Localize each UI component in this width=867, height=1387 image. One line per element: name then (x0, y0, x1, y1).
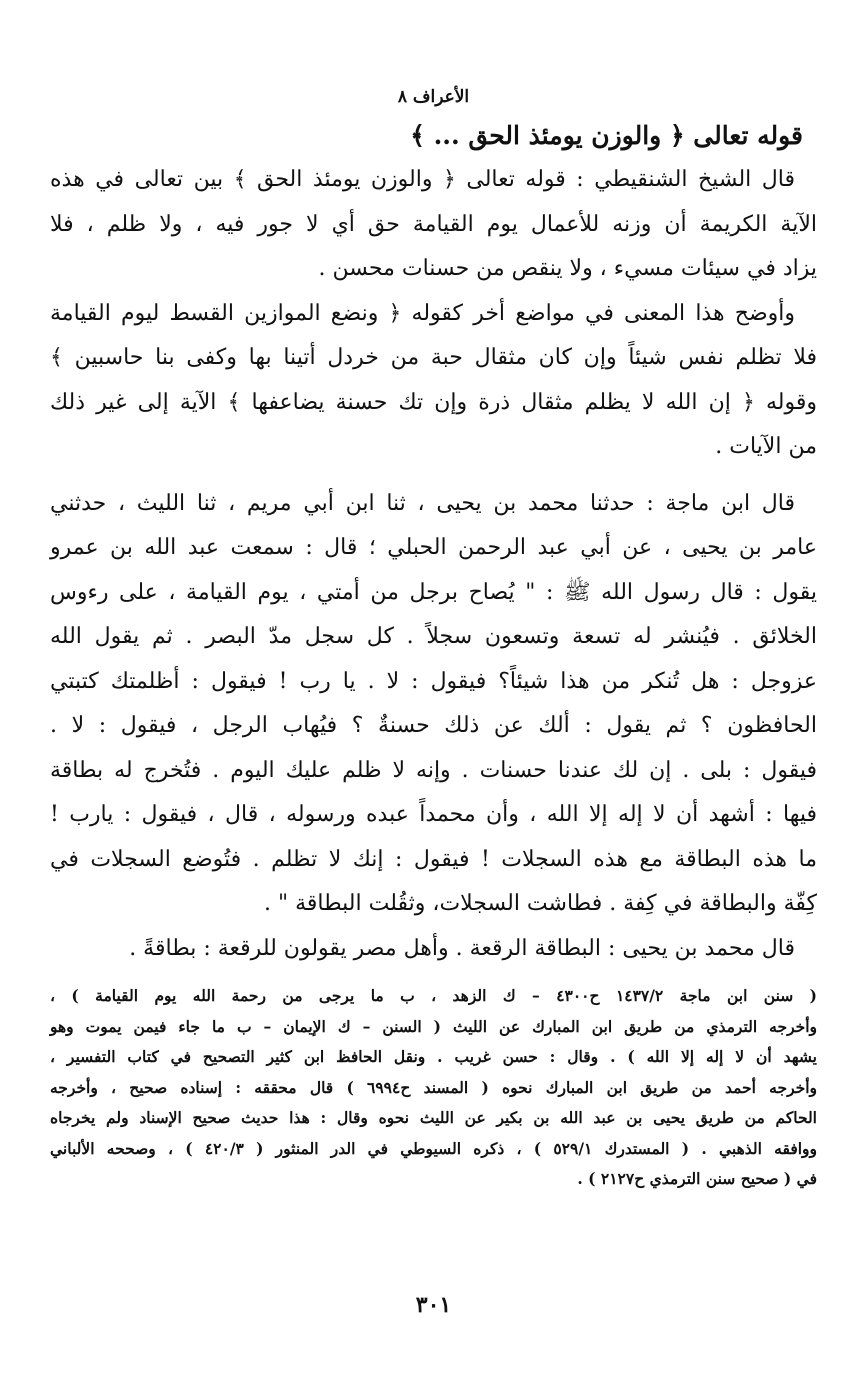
footnote-line: ووافقه الذهبي . ( المستدرك ٥٢٩/١ ) ، ذكره السيوطي في الدر المنثور ( ٤٢٠/٣ ) ، وصححه الألباني (50, 1138, 818, 1158)
text-line: الحافظون ؟ ثم يقول : ألك عن ذلك حسنةٌ ؟ فيُهاب الرجل ، فيقول : لا . (50, 713, 817, 738)
body-text (50, 158, 817, 971)
section-title: قوله تعالى ﴿ والوزن يومئذ الحق ... ﴾ (410, 121, 803, 150)
paragraph (50, 158, 817, 292)
paragraph (50, 927, 817, 972)
paragraph (50, 482, 817, 927)
footnote-line: ( سنن ابن ماجة ١٤٣٧/٢ ح٤٣٠٠ – ك الزهد ، ب ما يرجى من رحمة الله يوم القيامة ) ، (50, 986, 818, 1005)
text-line: الخلائق . فيُنشر له تسعة وتسعون سجلاً . كل سجل مدّ البصر . ثم يقول الله (50, 624, 817, 649)
text-line: كِفّة والبطاقة في كِفة . فطاشت السجلات، وثقُلت البطاقة " . (264, 891, 817, 916)
text-line: ما هذه البطاقة مع هذه السجلات ! فيقول : إنك لا تظلم . فتُوضع السجلات في (50, 846, 817, 872)
text-line: قال محمد بن يحيى : البطاقة الرقعة . وأهل مصر يقولون للرقعة : بطاقةً . (129, 935, 795, 961)
text-line: الآية الكريمة أن وزنه للأعمال يوم القيامة حق أي لا جور فيه ، ولا ظلم ، فلا (50, 211, 817, 237)
text-line: وقوله ﴿ إن الله لا يظلم مثقال ذرة وإن تك حسنة يضاعفها ﴾ الآية إلى غير ذلك (50, 389, 817, 415)
footnote-line: يشهد أن لا إله إلا الله ) . وقال : حسن غريب . ونقل الحافظ ابن كثير التصحيح في كتاب التفسير ، (50, 1047, 817, 1066)
text-line: عامر بن يحيى ، عن أبي عبد الرحمن الحبلي ؛ قال : سمعت عبد الله بن عمرو (50, 535, 817, 560)
text-line: يقول : قال رسول الله ﷺ : " يُصاح برجل من أمتي ، يوم القيامة ، على رءوس (50, 579, 817, 605)
text-line: قال ابن ماجة : حدثنا محمد بن يحيى ، ثنا ابن أبي مريم ، ثنا الليث ، حدثني (50, 490, 795, 516)
text-line: فيها : أشهد أن لا إله إلا الله ، وأن محمداً عبده ورسوله ، قال ، فيقول : يارب ! (50, 802, 817, 827)
text-line: فلا تظلم نفس شيئاً وإن كان مثقال حبة من خردل أتينا بها وكفى بنا حاسبين ﴾ (50, 345, 817, 370)
text-line: فيقول : بلى . إن لك عندنا حسنات . وإنه لا ظلم عليك اليوم . فتُخرج له بطاقة (50, 757, 817, 783)
footnote-line: وأخرجه أحمد من طريق ابن المبارك نحوه ( المسند ح٦٩٩٤ ) قال محققه : إسناده صحيح ، وأخرجه (50, 1077, 817, 1097)
text-line: عزوجل : هل تُنكر من هذا شيئاً؟ فيقول : لا . يا رب ! فيقول : أظلمتك كتبتي (50, 668, 817, 694)
paragraph-gap (50, 470, 817, 482)
text-line: قال الشيخ الشنقيطي : قوله تعالى ﴿ والوزن يومئذ الحق ﴾ بين تعالى في هذه (50, 167, 795, 192)
running-head: الأعراف ٨ (397, 87, 470, 107)
text-line: من الآيات . (715, 434, 817, 459)
page-number: ٣٠١ (415, 1292, 452, 1318)
footnote (50, 981, 817, 1195)
footnote-line: في ( صحيح سنن الترمذي ح٢١٢٧ ) . (577, 1169, 817, 1188)
paragraph (50, 292, 817, 470)
footnote-line: الحاكم من طريق يحيى بن عبد الله بن بكير عن الليث نحوه وقال : هذا حديث صحيح الإسناد ولم يخرجاه (50, 1108, 817, 1127)
text-line: يزاد في سيئات مسيء ، ولا ينقص من حسنات محسن . (318, 256, 817, 281)
text-line: وأوضح هذا المعنى في مواضع أخر كقوله ﴿ ونضع الموازين القسط ليوم القيامة (50, 300, 795, 326)
footnote-line: وأخرجه الترمذي من طريق ابن المبارك عن الليث ( السنن – ك الإيمان – ب ما جاء فيمن يموت وهو (50, 1016, 817, 1036)
